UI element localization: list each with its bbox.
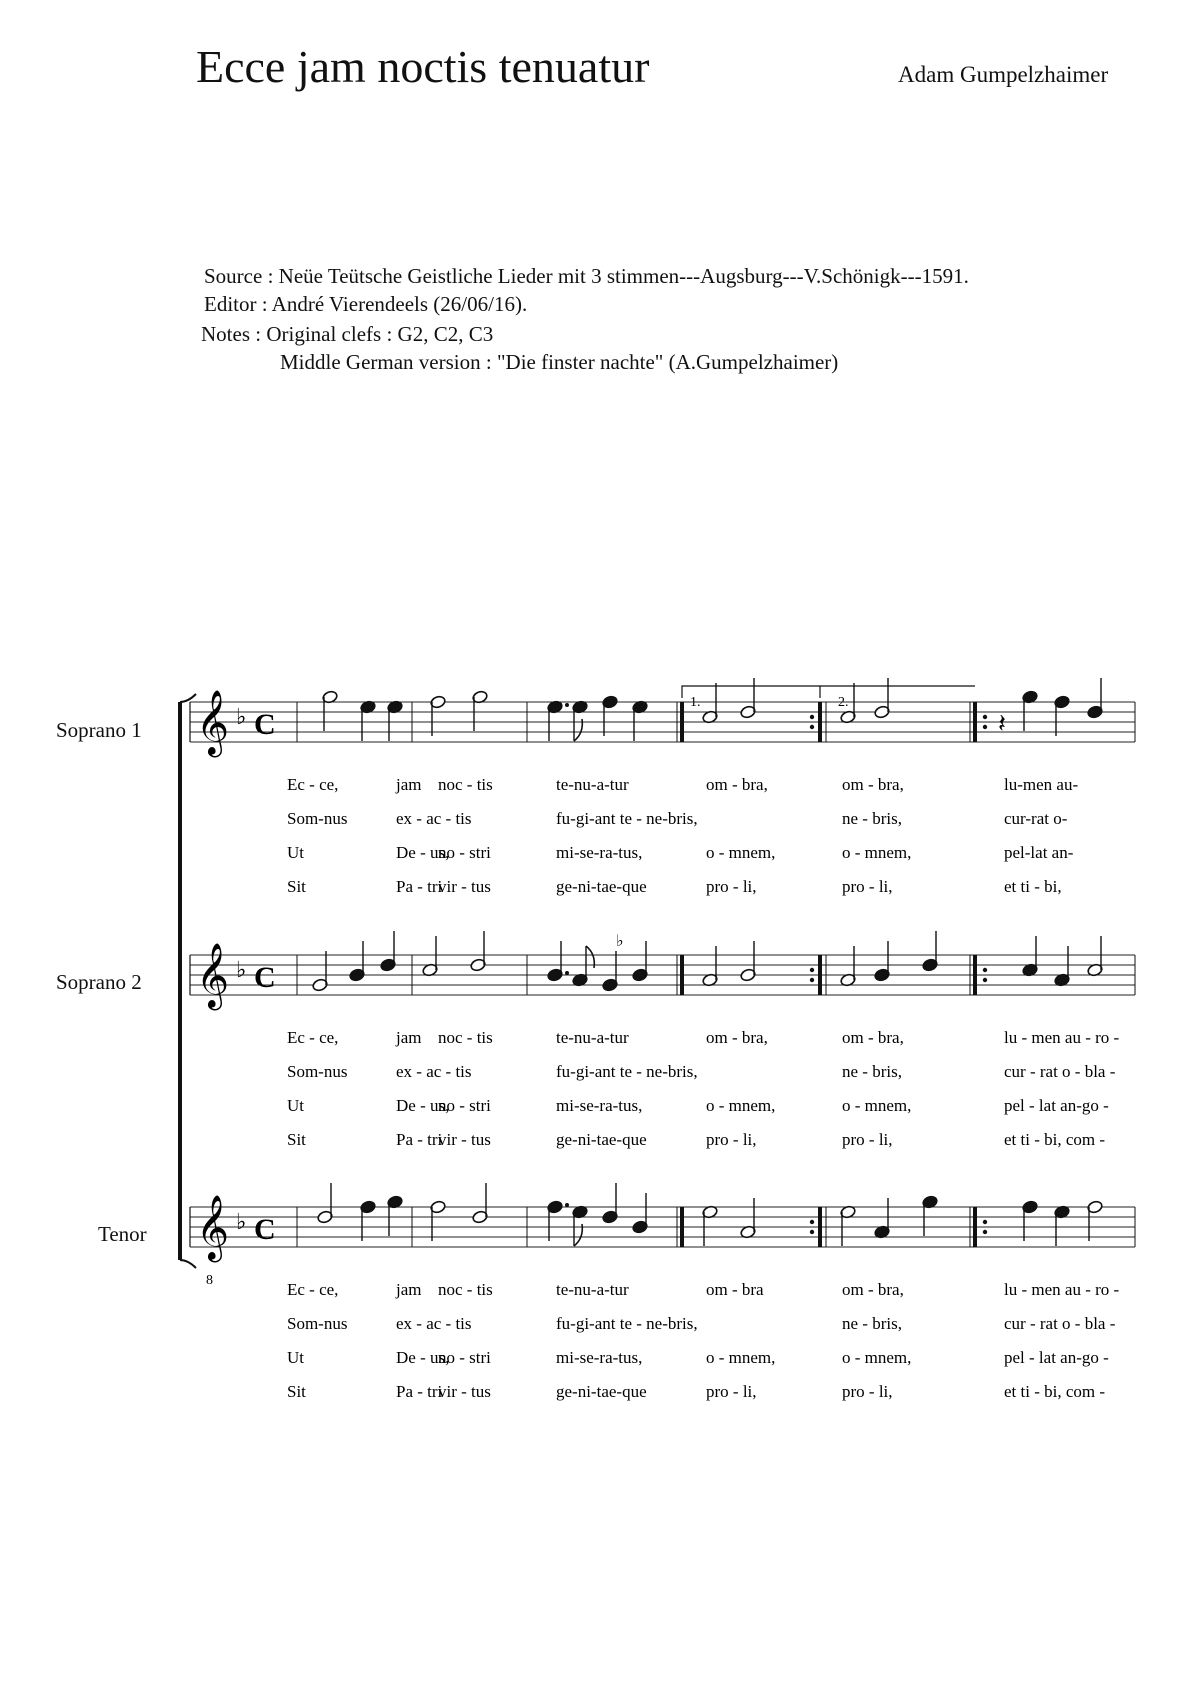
- part-label-tenor: Tenor: [98, 1222, 147, 1246]
- common-time-icon: C: [254, 708, 276, 741]
- editorial-flat-icon: ♭: [616, 933, 624, 950]
- lyric-syllable: ex - ac - tis: [396, 809, 472, 828]
- repeat-dot-icon: [983, 1230, 987, 1234]
- lyric-syllable: Pa - tri: [396, 877, 443, 896]
- lyric-syllable: et ti - bi, com -: [1004, 1382, 1106, 1401]
- lyric-syllable: o - mnem,: [842, 1348, 912, 1367]
- lyric-syllable: cur - rat o - bla -: [1004, 1062, 1116, 1081]
- lyric-syllable: noc - tis: [438, 775, 493, 794]
- lyric-syllable: te-nu-a-tur: [556, 1028, 629, 1047]
- lyric-syllable: pel - lat an-go -: [1004, 1348, 1109, 1367]
- system-bracket: [180, 694, 196, 1268]
- lyric-syllable: Pa - tri: [396, 1130, 443, 1149]
- treble-clef-icon: 𝄞: [196, 690, 230, 755]
- lyric-syllable: o - mnem,: [706, 843, 776, 862]
- lyric-syllable: cur - rat o - bla -: [1004, 1314, 1116, 1333]
- lyric-line-2-1: [287, 1028, 1120, 1047]
- lyric-syllable: pel - lat an-go -: [1004, 1096, 1109, 1115]
- lyric-syllable: te-nu-a-tur: [556, 775, 629, 794]
- repeat-dot-icon: [983, 725, 987, 729]
- lyric-syllable: Ut: [287, 1348, 304, 1367]
- lyric-syllable: te-nu-a-tur: [556, 1280, 629, 1299]
- lyric-syllable: lu-men au-: [1004, 775, 1079, 794]
- lyric-line-1-3: [287, 843, 1074, 862]
- clefs-note: Notes : Original clefs : G2, C2, C3: [201, 322, 494, 346]
- lyric-syllable: et ti - bi,: [1004, 877, 1062, 896]
- lyric-syllable: Ec - ce,: [287, 775, 339, 794]
- repeat-dot-icon: [983, 715, 987, 719]
- composer-name: Adam Gumpelzhaimer: [898, 62, 1109, 87]
- lyric-line-3-2: [287, 1314, 1116, 1333]
- part-label-soprano-2: Soprano 2: [56, 970, 142, 994]
- staff-1: [190, 678, 1135, 757]
- lyric-syllable: om - bra,: [842, 775, 904, 794]
- lyric-syllable: ge-ni-tae-que: [556, 1382, 647, 1401]
- lyric-syllable: mi-se-ra-tus,: [556, 1348, 643, 1367]
- lyric-line-2-2: [287, 1062, 1116, 1081]
- lyric-syllable: Pa - tri: [396, 1382, 443, 1401]
- lyric-syllable: et ti - bi, com -: [1004, 1130, 1106, 1149]
- repeat-dot-icon: [983, 1220, 987, 1224]
- lyric-syllable: vir - tus: [438, 877, 491, 896]
- lyric-line-1-2: [287, 809, 1068, 828]
- lyric-syllable: ne - bris,: [842, 1314, 902, 1333]
- lyric-syllable: o - mnem,: [842, 843, 912, 862]
- lyric-syllable: om - bra,: [842, 1280, 904, 1299]
- lyric-line-1-1: [287, 775, 1078, 794]
- lyric-line-3-1: [287, 1280, 1120, 1299]
- common-time-icon: C: [254, 961, 276, 994]
- lyric-syllable: vir - tus: [438, 1130, 491, 1149]
- lyric-syllable: Sit: [287, 1382, 306, 1401]
- repeat-dot-icon: [810, 715, 814, 719]
- key-flat-icon: ♭: [236, 705, 247, 730]
- repeat-dot-icon: [810, 725, 814, 729]
- lyric-syllable: fu-gi-ant te - ne-bris,: [556, 809, 698, 828]
- lyric-syllable: Sit: [287, 877, 306, 896]
- lyric-line-3-3: [287, 1348, 1109, 1367]
- lyric-syllable: Som-nus: [287, 1314, 348, 1333]
- lyric-syllable: om - bra: [706, 1280, 764, 1299]
- lyric-syllable: Som-nus: [287, 1062, 348, 1081]
- lyric-syllable: cur-rat o-: [1004, 809, 1068, 828]
- lyric-syllable: o - mnem,: [706, 1096, 776, 1115]
- lyric-syllable: pro - li,: [842, 1130, 893, 1149]
- part-label-soprano-1: Soprano 1: [56, 718, 142, 742]
- lyric-syllable: noc - tis: [438, 1028, 493, 1047]
- middle-german-note: Middle German version : "Die finster nachte" (A.Gumpelzhaimer): [280, 350, 839, 374]
- lyric-syllable: ne - bris,: [842, 809, 902, 828]
- source-note: Source : Neüe Teütsche Geistliche Lieder mit 3 stimmen---Augsburg---V.Schönigk---1591.: [204, 264, 969, 288]
- lyric-syllable: Sit: [287, 1130, 306, 1149]
- lyric-syllable: pro - li,: [842, 1382, 893, 1401]
- lyric-syllable: Ut: [287, 1096, 304, 1115]
- lyric-syllable: om - bra,: [706, 775, 768, 794]
- lyric-syllable: ge-ni-tae-que: [556, 1130, 647, 1149]
- staff-2: [190, 931, 1135, 1010]
- lyric-syllable: mi-se-ra-tus,: [556, 1096, 643, 1115]
- key-flat-icon: ♭: [236, 1210, 247, 1235]
- lyric-syllable: lu - men au - ro -: [1004, 1028, 1120, 1047]
- lyric-line-2-3: [287, 1096, 1109, 1115]
- lyric-syllable: ex - ac - tis: [396, 1314, 472, 1333]
- lyric-syllable: o - mnem,: [842, 1096, 912, 1115]
- lyric-syllable: no - stri: [438, 843, 491, 862]
- volta-1-label: 1.: [690, 695, 701, 710]
- lyric-syllable: lu - men au - ro -: [1004, 1280, 1120, 1299]
- common-time-icon: C: [254, 1213, 276, 1246]
- key-flat-icon: ♭: [236, 958, 247, 983]
- lyric-syllable: Ut: [287, 843, 304, 862]
- lyric-syllable: fu-gi-ant te - ne-bris,: [556, 1314, 698, 1333]
- repeat-dot-icon: [983, 978, 987, 982]
- lyric-syllable: Ec - ce,: [287, 1028, 339, 1047]
- treble-clef-icon: 𝄞: [196, 1195, 230, 1260]
- lyric-syllable: ex - ac - tis: [396, 1062, 472, 1081]
- lyric-syllable: o - mnem,: [706, 1348, 776, 1367]
- lyric-line-2-4: [287, 1130, 1105, 1149]
- lyric-syllable: pel-lat an-: [1004, 843, 1074, 862]
- repeat-dot-icon: [810, 968, 814, 972]
- lyric-syllable: Ec - ce,: [287, 1280, 339, 1299]
- lyric-syllable: De - us,: [396, 1096, 450, 1115]
- volta-2-label: 2.: [838, 695, 849, 710]
- lyric-line-3-4: [287, 1382, 1105, 1401]
- tenor-octave-mark: 8: [206, 1273, 213, 1288]
- repeat-dot-icon: [810, 1220, 814, 1224]
- lyric-syllable: noc - tis: [438, 1280, 493, 1299]
- lyric-syllable: om - bra,: [842, 1028, 904, 1047]
- quarter-rest-icon: 𝄽: [998, 709, 1006, 739]
- repeat-dot-icon: [983, 968, 987, 972]
- editor-note: Editor : André Vierendeels (26/06/16).: [204, 292, 528, 316]
- volta-brackets: [682, 686, 975, 698]
- lyric-syllable: ge-ni-tae-que: [556, 877, 647, 896]
- lyric-syllable: pro - li,: [842, 877, 893, 896]
- lyric-syllable: pro - li,: [706, 877, 757, 896]
- lyric-syllable: jam: [396, 775, 422, 794]
- lyric-syllable: ne - bris,: [842, 1062, 902, 1081]
- treble-clef-icon: 𝄞: [196, 943, 230, 1008]
- lyric-syllable: mi-se-ra-tus,: [556, 843, 643, 862]
- lyric-line-1-4: [287, 877, 1062, 896]
- lyric-syllable: De - us,: [396, 1348, 450, 1367]
- lyric-syllable: no - stri: [438, 1096, 491, 1115]
- repeat-dot-icon: [810, 1230, 814, 1234]
- lyric-syllable: fu-gi-ant te - ne-bris,: [556, 1062, 698, 1081]
- lyric-syllable: jam: [396, 1028, 422, 1047]
- lyric-syllable: vir - tus: [438, 1382, 491, 1401]
- staff-3: [190, 1183, 1135, 1262]
- lyric-syllable: om - bra,: [706, 1028, 768, 1047]
- lyric-syllable: De - us,: [396, 843, 450, 862]
- repeat-dot-icon: [810, 978, 814, 982]
- lyric-syllable: jam: [396, 1280, 422, 1299]
- score-title: Ecce jam noctis tenuatur: [196, 41, 650, 92]
- lyric-syllable: no - stri: [438, 1348, 491, 1367]
- lyric-syllable: pro - li,: [706, 1130, 757, 1149]
- lyric-syllable: Som-nus: [287, 809, 348, 828]
- lyric-syllable: pro - li,: [706, 1382, 757, 1401]
